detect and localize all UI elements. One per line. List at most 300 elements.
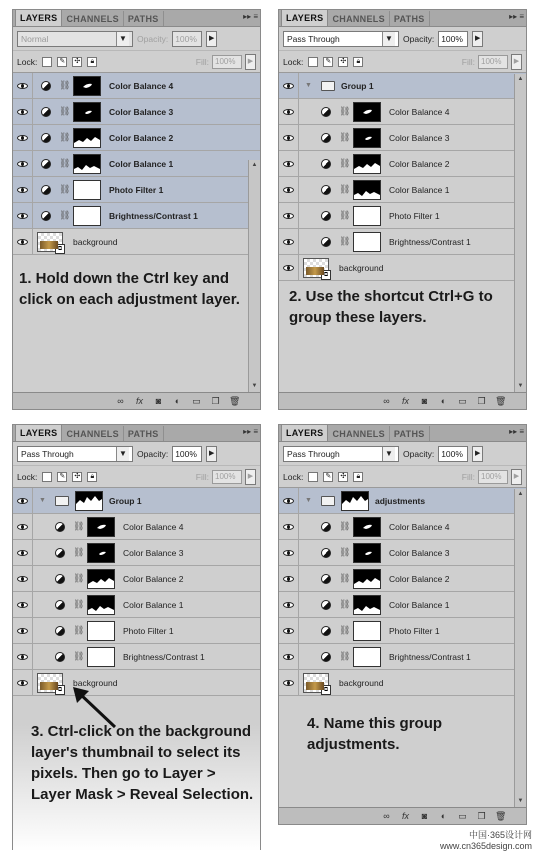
layer-list <box>13 488 260 696</box>
fill-arrow-icon[interactable]: ▶ <box>511 469 522 485</box>
background-row[interactable] <box>13 229 260 255</box>
link-chain-icon[interactable]: ⛓ <box>73 625 85 635</box>
folder-icon <box>321 496 335 506</box>
watermark-line-1: 中国·365设计网 <box>468 830 532 840</box>
tab-paths[interactable]: PATHS <box>124 11 164 26</box>
smart-object-icon: ⧉ <box>321 685 331 695</box>
mask-icon[interactable]: ◙ <box>421 811 428 821</box>
opacity-arrow-icon[interactable]: ▶ <box>472 446 483 462</box>
adjustment-layer-icon <box>41 107 51 117</box>
eye-icon <box>283 83 294 89</box>
expand-triangle-icon[interactable]: ▼ <box>305 82 312 89</box>
layer-mask-thumbnail[interactable] <box>73 180 101 200</box>
link-chain-icon[interactable]: ⛓ <box>59 80 71 90</box>
blend-mode-value: Pass Through <box>21 448 74 459</box>
trash-icon[interactable]: 🗑︎ <box>495 811 507 821</box>
link-icon[interactable]: ∞ <box>383 396 390 406</box>
layer-list <box>279 73 526 281</box>
layer-name: Color Balance 3 <box>389 132 450 143</box>
visibility-toggle[interactable] <box>13 592 33 618</box>
fill-field[interactable]: 100% <box>478 55 508 69</box>
lock-image-icon[interactable]: ✎ <box>57 57 67 67</box>
panel-menu-icon[interactable]: ▸▸ ≡ <box>243 12 258 21</box>
tab-paths[interactable]: PATHS <box>390 11 430 26</box>
layer-row[interactable] <box>279 566 526 592</box>
link-chain-icon[interactable]: ⛓ <box>339 547 351 557</box>
link-chain-icon[interactable]: ⛓ <box>339 106 351 116</box>
eye-icon <box>283 161 294 167</box>
watermark-line-2: www.cn365design.com <box>439 841 532 851</box>
lock-position-icon[interactable]: ✣ <box>338 472 348 482</box>
eye-icon <box>17 83 28 89</box>
link-chain-icon[interactable]: ⛓ <box>339 521 351 531</box>
group-name: Group 1 <box>109 495 142 506</box>
eye-icon <box>283 550 294 556</box>
visibility-toggle[interactable] <box>279 229 299 255</box>
layer-mask-thumbnail[interactable] <box>353 102 381 122</box>
layers-panel-step4 <box>278 424 527 825</box>
layer-mask-thumbnail[interactable] <box>87 517 115 537</box>
eye-icon <box>17 602 28 608</box>
visibility-toggle[interactable] <box>279 488 299 514</box>
background-thumbnail[interactable] <box>303 258 329 278</box>
layer-mask-thumbnail[interactable] <box>73 154 101 174</box>
link-chain-icon[interactable]: ⛓ <box>339 573 351 583</box>
link-chain-icon[interactable]: ⛓ <box>339 158 351 168</box>
layer-row[interactable] <box>279 177 526 203</box>
visibility-toggle[interactable] <box>279 99 299 125</box>
blend-mode-value: Pass Through <box>287 448 340 459</box>
eye-icon <box>17 498 28 504</box>
trash-icon[interactable]: 🗑︎ <box>495 396 507 406</box>
layer-mask-thumbnail[interactable] <box>353 647 381 667</box>
tab-layers[interactable]: LAYERS <box>281 424 328 441</box>
layer-row[interactable] <box>279 540 526 566</box>
link-chain-icon[interactable]: ⛓ <box>59 184 71 194</box>
fill-arrow-icon[interactable]: ▶ <box>245 469 256 485</box>
fill-label: Fill: <box>195 471 209 482</box>
fill-arrow-icon[interactable]: ▶ <box>511 54 522 70</box>
scroll-up-icon[interactable]: ▲ <box>517 76 524 82</box>
visibility-toggle[interactable] <box>279 177 299 203</box>
visibility-toggle[interactable] <box>279 255 299 281</box>
adjustment-layer-icon <box>41 159 51 169</box>
folder-icon[interactable]: ▭ <box>458 811 467 821</box>
eye-icon <box>283 524 294 530</box>
tab-channels[interactable]: CHANNELS <box>328 11 389 26</box>
adjustment-layer-icon <box>41 185 51 195</box>
adjustment-layer-icon <box>321 522 331 532</box>
lock-all-icon[interactable]: 🔒︎ <box>353 472 363 482</box>
layer-mask-thumbnail[interactable] <box>87 647 115 667</box>
eye-icon <box>283 498 294 504</box>
tab-channels[interactable]: CHANNELS <box>62 426 123 441</box>
lock-position-icon[interactable]: ✣ <box>72 57 82 67</box>
adjustment-layer-icon <box>41 81 51 91</box>
eye-icon <box>283 576 294 582</box>
smart-object-icon: ⧉ <box>321 270 331 280</box>
link-chain-icon[interactable]: ⛓ <box>339 184 351 194</box>
adjustment-layer-icon <box>321 626 331 636</box>
visibility-toggle[interactable] <box>279 618 299 644</box>
folder-icon[interactable]: ▭ <box>458 396 467 406</box>
layer-mask-thumbnail[interactable] <box>353 154 381 174</box>
visibility-toggle[interactable] <box>13 125 33 151</box>
link-chain-icon[interactable]: ⛓ <box>59 210 71 220</box>
layer-row[interactable] <box>279 125 526 151</box>
layer-name: Color Balance 4 <box>389 521 450 532</box>
layer-row[interactable] <box>279 514 526 540</box>
layer-name: Color Balance 4 <box>109 80 174 91</box>
layer-mask-thumbnail[interactable] <box>73 206 101 226</box>
link-chain-icon[interactable]: ⛓ <box>59 158 71 168</box>
link-chain-icon[interactable]: ⛓ <box>339 210 351 220</box>
step-note: 2. Use the shortcut Ctrl+G to group these layers. <box>289 288 493 326</box>
lock-transparent-icon[interactable] <box>308 472 318 482</box>
layer-mask-thumbnail[interactable] <box>353 569 381 589</box>
background-row[interactable] <box>279 670 526 696</box>
fill-arrow-icon[interactable]: ▶ <box>245 54 256 70</box>
adjustment-layer-icon <box>55 626 65 636</box>
lock-all-icon[interactable]: 🔒︎ <box>87 472 97 482</box>
lock-all-icon[interactable]: 🔒︎ <box>353 57 363 67</box>
group-mask-thumbnail[interactable] <box>341 491 369 511</box>
fill-field[interactable]: 100% <box>212 470 242 484</box>
panel-menu-icon[interactable]: ▸▸ ≡ <box>509 12 524 21</box>
opacity-field[interactable]: 100% <box>172 31 202 47</box>
layer-name: Color Balance 4 <box>389 106 450 117</box>
link-chain-icon[interactable]: ⛓ <box>59 132 71 142</box>
chevron-down-icon: ▼ <box>382 32 395 46</box>
link-chain-icon[interactable]: ⛓ <box>339 625 351 635</box>
link-chain-icon[interactable]: ⛓ <box>73 599 85 609</box>
layer-row[interactable] <box>279 203 526 229</box>
fill-label: Fill: <box>195 56 209 67</box>
tab-channels[interactable]: CHANNELS <box>328 426 389 441</box>
layer-row[interactable] <box>13 540 260 566</box>
visibility-toggle[interactable] <box>279 203 299 229</box>
panel-tabs <box>13 10 260 27</box>
layer-row[interactable] <box>13 99 260 125</box>
group-row[interactable] <box>279 488 526 514</box>
layer-mask-thumbnail[interactable] <box>87 569 115 589</box>
site-watermark <box>440 830 532 852</box>
layer-name: Color Balance 3 <box>389 547 450 558</box>
layer-row[interactable] <box>13 644 260 670</box>
eye-icon <box>283 265 294 271</box>
eye-icon <box>17 213 28 219</box>
adjustment-icon[interactable]: ◐ <box>440 396 447 406</box>
eye-icon <box>17 680 28 686</box>
new-layer-icon[interactable]: ❐ <box>477 811 486 821</box>
layer-name: Brightness/Contrast 1 <box>389 236 471 247</box>
layer-mask-thumbnail[interactable] <box>353 621 381 641</box>
scrollbar[interactable] <box>514 489 526 807</box>
visibility-toggle[interactable] <box>279 644 299 670</box>
link-chain-icon[interactable]: ⛓ <box>339 599 351 609</box>
link-chain-icon[interactable]: ⛓ <box>73 573 85 583</box>
lock-transparent-icon[interactable] <box>42 57 52 67</box>
layer-mask-thumbnail[interactable] <box>87 595 115 615</box>
visibility-toggle[interactable] <box>279 540 299 566</box>
step-note: 1. Hold down the Ctrl key and click on each adjustment layer. <box>19 270 240 308</box>
opacity-arrow-icon[interactable]: ▶ <box>206 31 217 47</box>
layer-mask-thumbnail[interactable] <box>87 621 115 641</box>
tab-paths[interactable]: PATHS <box>390 426 430 441</box>
adjustment-icon[interactable]: ◐ <box>440 811 447 821</box>
lock-transparent-icon[interactable] <box>308 57 318 67</box>
layer-mask-thumbnail[interactable] <box>73 102 101 122</box>
background-thumbnail[interactable] <box>37 673 63 693</box>
link-chain-icon[interactable]: ⛓ <box>73 547 85 557</box>
background-layer-name: background <box>73 677 118 688</box>
eye-icon <box>283 109 294 115</box>
tab-layers[interactable]: LAYERS <box>281 9 328 26</box>
fill-field[interactable]: 100% <box>478 470 508 484</box>
fill-field[interactable]: 100% <box>212 55 242 69</box>
layer-row[interactable] <box>279 644 526 670</box>
opacity-field[interactable]: 100% <box>438 31 468 47</box>
background-thumbnail[interactable] <box>303 673 329 693</box>
group-row[interactable] <box>279 73 526 99</box>
layer-row[interactable] <box>279 151 526 177</box>
tab-layers[interactable]: LAYERS <box>15 424 62 441</box>
lock-image-icon[interactable]: ✎ <box>323 472 333 482</box>
blend-mode-select[interactable] <box>283 31 399 47</box>
lock-all-icon[interactable]: 🔒︎ <box>87 57 97 67</box>
layer-mask-thumbnail[interactable] <box>353 128 381 148</box>
layer-row[interactable] <box>13 73 260 99</box>
layer-mask-thumbnail[interactable] <box>87 543 115 563</box>
step-note: 3. Ctrl-click on the background layer's thumbnail to select its pixels. Then go to Layer > Layer Mask > Reveal Selection. <box>31 723 254 803</box>
lock-transparent-icon[interactable] <box>42 472 52 482</box>
layer-row[interactable] <box>279 229 526 255</box>
adjustment-layer-icon <box>55 652 65 662</box>
opacity-label: Opacity: <box>137 448 169 459</box>
layer-name: Color Balance 2 <box>109 132 174 143</box>
layer-mask-thumbnail[interactable] <box>353 595 381 615</box>
adjustment-layer-icon <box>321 574 331 584</box>
link-icon[interactable]: ∞ <box>117 396 124 406</box>
eye-icon <box>17 524 28 530</box>
adjustment-layer-icon <box>41 133 51 143</box>
link-chain-icon[interactable]: ⛓ <box>339 132 351 142</box>
layer-mask-thumbnail[interactable] <box>353 517 381 537</box>
eye-icon <box>17 187 28 193</box>
link-chain-icon[interactable]: ⛓ <box>73 521 85 531</box>
layer-name: Color Balance 1 <box>389 184 450 195</box>
adjustment-layer-icon <box>321 133 331 143</box>
visibility-toggle[interactable] <box>13 618 33 644</box>
layer-name: Color Balance 3 <box>123 547 184 558</box>
expand-triangle-icon[interactable]: ▼ <box>39 497 46 504</box>
visibility-toggle[interactable] <box>279 592 299 618</box>
step-note: 4. Name this group adjustments. <box>307 715 443 753</box>
panel-bottom-toolbar <box>13 392 260 409</box>
opacity-label: Opacity: <box>403 33 435 44</box>
layer-row[interactable] <box>279 618 526 644</box>
group-name: Group 1 <box>341 80 374 91</box>
link-chain-icon[interactable]: ⛓ <box>339 651 351 661</box>
opacity-field[interactable]: 100% <box>438 446 468 462</box>
layer-name: Color Balance 3 <box>109 106 174 117</box>
visibility-toggle[interactable] <box>13 540 33 566</box>
background-row[interactable] <box>279 255 526 281</box>
new-layer-icon[interactable]: ❐ <box>211 396 220 406</box>
panel-bottom-toolbar <box>279 392 526 409</box>
panel-menu-icon[interactable]: ▸▸ ≡ <box>509 427 524 436</box>
fx-icon[interactable]: fx <box>135 396 143 406</box>
link-chain-icon[interactable]: ⛓ <box>59 106 71 116</box>
layer-name: Color Balance 4 <box>123 521 184 532</box>
background-row[interactable] <box>13 670 260 696</box>
panel-menu-icon[interactable]: ▸▸ ≡ <box>243 427 258 436</box>
eye-icon <box>283 213 294 219</box>
lock-image-icon[interactable]: ✎ <box>57 472 67 482</box>
lock-image-icon[interactable]: ✎ <box>323 57 333 67</box>
visibility-toggle[interactable] <box>279 73 299 99</box>
adjustment-layer-icon <box>55 574 65 584</box>
fx-icon[interactable]: fx <box>401 396 409 406</box>
scroll-down-icon[interactable]: ▼ <box>251 383 258 389</box>
chevron-down-icon: ▼ <box>382 447 395 461</box>
opacity-arrow-icon[interactable]: ▶ <box>206 446 217 462</box>
visibility-toggle[interactable] <box>279 151 299 177</box>
layer-row[interactable] <box>13 203 260 229</box>
adjustment-layer-icon <box>41 211 51 221</box>
lock-position-icon[interactable]: ✣ <box>338 57 348 67</box>
layer-row[interactable] <box>13 514 260 540</box>
opacity-label: Opacity: <box>403 448 435 459</box>
scrollbar[interactable] <box>514 74 526 392</box>
layer-name: Color Balance 1 <box>123 599 184 610</box>
layer-mask-thumbnail[interactable] <box>73 76 101 96</box>
adjustment-icon[interactable]: ◐ <box>174 396 181 406</box>
tab-paths[interactable]: PATHS <box>124 426 164 441</box>
layer-row[interactable] <box>13 618 260 644</box>
smart-object-icon: ⧉ <box>55 685 65 695</box>
group-row[interactable] <box>13 488 260 514</box>
visibility-toggle[interactable] <box>13 99 33 125</box>
adjustment-layer-icon <box>321 237 331 247</box>
eye-icon <box>283 135 294 141</box>
lock-label: Lock: <box>17 56 38 67</box>
scroll-down-icon[interactable]: ▼ <box>517 383 524 389</box>
lock-position-icon[interactable]: ✣ <box>72 472 82 482</box>
layer-mask-thumbnail[interactable] <box>353 206 381 226</box>
link-chain-icon[interactable]: ⛓ <box>339 236 351 246</box>
layer-name: Brightness/Contrast 1 <box>109 210 198 221</box>
scroll-down-icon[interactable]: ▼ <box>517 798 524 804</box>
tab-layers[interactable]: LAYERS <box>15 9 62 26</box>
blend-mode-select[interactable] <box>283 446 399 462</box>
layer-mask-thumbnail[interactable] <box>353 180 381 200</box>
new-layer-icon[interactable]: ❐ <box>477 396 486 406</box>
adjustment-layer-icon <box>321 107 331 117</box>
visibility-toggle[interactable] <box>279 670 299 696</box>
eye-icon <box>17 576 28 582</box>
visibility-toggle[interactable] <box>13 73 33 99</box>
layer-name: Color Balance 2 <box>123 573 184 584</box>
layer-mask-thumbnail[interactable] <box>353 232 381 252</box>
expand-triangle-icon[interactable]: ▼ <box>305 497 312 504</box>
layers-panel-step2 <box>278 9 527 410</box>
adjustment-layer-icon <box>55 522 65 532</box>
adjustment-layer-icon <box>321 185 331 195</box>
scroll-up-icon[interactable]: ▲ <box>251 162 258 168</box>
visibility-toggle[interactable] <box>13 670 33 696</box>
visibility-toggle[interactable] <box>13 229 33 255</box>
eye-icon <box>17 109 28 115</box>
layer-row[interactable] <box>13 592 260 618</box>
opacity-field[interactable]: 100% <box>172 446 202 462</box>
fx-icon[interactable]: fx <box>401 811 409 821</box>
blend-mode-value: Normal <box>21 33 49 44</box>
chevron-down-icon: ▼ <box>116 447 129 461</box>
eye-icon <box>283 239 294 245</box>
visibility-toggle[interactable] <box>13 488 33 514</box>
layers-panel-step1 <box>12 9 261 410</box>
layer-mask-thumbnail[interactable] <box>353 543 381 563</box>
layer-row[interactable] <box>13 151 260 177</box>
blend-mode-value: Pass Through <box>287 33 340 44</box>
eye-icon <box>17 654 28 660</box>
layer-name: Brightness/Contrast 1 <box>123 651 205 662</box>
layer-name: Brightness/Contrast 1 <box>389 651 471 662</box>
visibility-toggle[interactable] <box>279 514 299 540</box>
lock-label: Lock: <box>283 471 304 482</box>
layer-row[interactable] <box>13 125 260 151</box>
tab-channels[interactable]: CHANNELS <box>62 11 123 26</box>
adjustment-layer-icon <box>55 600 65 610</box>
layer-name: Color Balance 1 <box>109 158 174 169</box>
group-mask-thumbnail[interactable] <box>75 491 103 511</box>
visibility-toggle[interactable] <box>13 644 33 670</box>
visibility-toggle[interactable] <box>13 566 33 592</box>
folder-icon[interactable]: ▭ <box>192 396 201 406</box>
background-thumbnail[interactable] <box>37 232 63 252</box>
visibility-toggle[interactable] <box>13 151 33 177</box>
lock-label: Lock: <box>283 56 304 67</box>
mask-icon[interactable]: ◙ <box>155 396 162 406</box>
visibility-toggle[interactable] <box>13 514 33 540</box>
blend-mode-select[interactable] <box>17 31 133 47</box>
scroll-up-icon[interactable]: ▲ <box>517 491 524 497</box>
layer-row[interactable] <box>279 592 526 618</box>
layer-row[interactable] <box>13 566 260 592</box>
opacity-arrow-icon[interactable]: ▶ <box>472 31 483 47</box>
visibility-toggle[interactable] <box>279 566 299 592</box>
trash-icon[interactable]: 🗑︎ <box>229 396 241 406</box>
blend-mode-select[interactable] <box>17 446 133 462</box>
link-icon[interactable]: ∞ <box>383 811 390 821</box>
link-chain-icon[interactable]: ⛓ <box>73 651 85 661</box>
layer-row[interactable] <box>13 177 260 203</box>
background-layer-name: background <box>73 236 118 247</box>
mask-icon[interactable]: ◙ <box>421 396 428 406</box>
layer-mask-thumbnail[interactable] <box>73 128 101 148</box>
eye-icon <box>283 602 294 608</box>
visibility-toggle[interactable] <box>279 125 299 151</box>
eye-icon <box>283 654 294 660</box>
visibility-toggle[interactable] <box>13 177 33 203</box>
visibility-toggle[interactable] <box>13 203 33 229</box>
layer-name: Photo Filter 1 <box>123 625 174 636</box>
layer-row[interactable] <box>279 99 526 125</box>
eye-icon <box>283 187 294 193</box>
background-layer-name: background <box>339 262 384 273</box>
eye-icon <box>17 161 28 167</box>
